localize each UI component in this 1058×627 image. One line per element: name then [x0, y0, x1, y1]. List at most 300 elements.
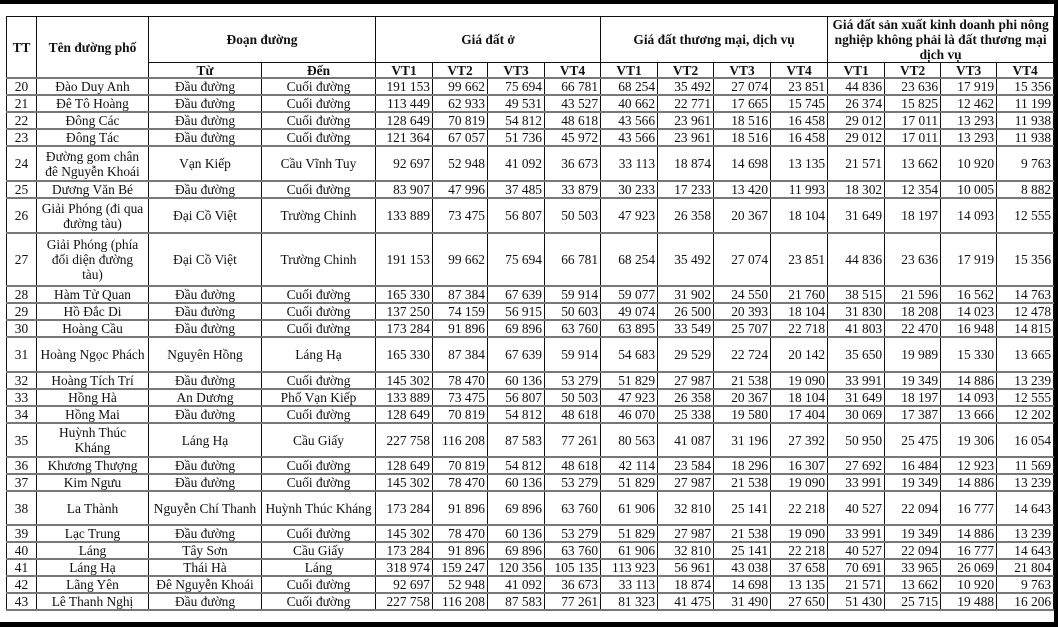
price-cell: 51 829 [601, 525, 658, 542]
price-cell: 173 284 [376, 542, 433, 559]
price-cell: 128 649 [376, 112, 433, 129]
price-cell: 318 974 [376, 559, 433, 576]
row-number: 36 [7, 457, 37, 474]
price-cell: 18 296 [714, 457, 771, 474]
price-cell: 23 851 [771, 78, 828, 95]
header-residential-price: Giá đất ở [376, 17, 601, 63]
street-name: Đê Tô Hoàng [37, 95, 149, 112]
table-row [7, 181, 1054, 198]
price-cell: 43 566 [601, 129, 658, 146]
segment-to: Cuối đường [262, 181, 376, 198]
price-cell: 17 233 [658, 181, 714, 198]
street-name: Láng [37, 542, 149, 559]
price-cell: 22 470 [885, 320, 941, 337]
row-number: 23 [7, 129, 37, 146]
price-cell: 91 896 [433, 542, 488, 559]
street-name: Đường gom chân đê Nguyễn Khoái [37, 146, 149, 181]
price-cell: 14 093 [941, 389, 997, 406]
price-cell: 19 349 [885, 474, 941, 491]
row-number: 20 [7, 78, 37, 95]
price-cell: 21 538 [714, 525, 771, 542]
header-vt: VT4 [997, 63, 1054, 79]
street-name: Huỳnh Thúc Kháng [37, 423, 149, 457]
table-row [7, 112, 1054, 129]
price-cell: 27 692 [828, 457, 885, 474]
segment-to: Cuối đường [262, 303, 376, 320]
table-row [7, 593, 1054, 610]
price-cell: 26 374 [828, 95, 885, 112]
price-cell: 33 991 [828, 525, 885, 542]
price-cell: 31 649 [828, 198, 885, 233]
price-cell: 87 583 [488, 593, 545, 610]
table-row [7, 320, 1054, 337]
price-cell: 10 920 [941, 576, 997, 593]
price-cell: 133 889 [376, 389, 433, 406]
price-cell: 23 584 [658, 457, 714, 474]
price-cell: 31 902 [658, 286, 714, 303]
price-cell: 27 650 [771, 593, 828, 610]
price-cell: 23 961 [658, 129, 714, 146]
price-cell: 26 358 [658, 198, 714, 233]
price-cell: 9 763 [997, 146, 1054, 181]
street-name: Lê Thanh Nghị [37, 593, 149, 610]
segment-to: Cuối đường [262, 95, 376, 112]
price-cell: 173 284 [376, 320, 433, 337]
price-cell: 105 135 [545, 559, 601, 576]
price-cell: 116 208 [433, 423, 488, 457]
price-cell: 70 691 [828, 559, 885, 576]
price-cell: 113 923 [601, 559, 658, 576]
price-cell: 50 603 [545, 303, 601, 320]
row-number: 24 [7, 146, 37, 181]
segment-to: Cuối đường [262, 129, 376, 146]
price-cell: 51 829 [601, 372, 658, 389]
price-cell: 80 563 [601, 423, 658, 457]
price-cell: 26 358 [658, 389, 714, 406]
price-cell: 14 093 [941, 198, 997, 233]
price-cell: 21 571 [828, 146, 885, 181]
price-cell: 16 458 [771, 129, 828, 146]
price-cell: 70 819 [433, 112, 488, 129]
price-cell: 41 475 [658, 593, 714, 610]
header-street-name: Tên đường phố [37, 17, 149, 79]
table-row [7, 372, 1054, 389]
street-name: Kim Ngưu [37, 474, 149, 491]
price-cell: 78 470 [433, 372, 488, 389]
price-cell: 40 662 [601, 95, 658, 112]
street-name: Giải Phóng (phía đối diện đường tàu) [37, 233, 149, 286]
price-cell: 18 874 [658, 146, 714, 181]
street-name: Hoàng Ngọc Phách [37, 337, 149, 372]
price-cell: 20 367 [714, 389, 771, 406]
price-cell: 16 054 [997, 423, 1054, 457]
price-cell: 145 302 [376, 372, 433, 389]
price-cell: 44 836 [828, 78, 885, 95]
price-cell: 21 596 [885, 286, 941, 303]
price-cell: 33 549 [658, 320, 714, 337]
price-cell: 13 135 [771, 146, 828, 181]
price-cell: 13 662 [885, 146, 941, 181]
price-cell: 13 239 [997, 372, 1054, 389]
segment-from: Láng Hạ [149, 423, 262, 457]
price-cell: 25 141 [714, 542, 771, 559]
segment-to: Cuối đường [262, 576, 376, 593]
segment-from: Đầu đường [149, 95, 262, 112]
segment-from: Đại Cồ Việt [149, 233, 262, 286]
price-cell: 18 197 [885, 198, 941, 233]
price-cell: 25 707 [714, 320, 771, 337]
price-cell: 12 202 [997, 406, 1054, 423]
price-cell: 69 896 [488, 320, 545, 337]
segment-to: Cầu Vĩnh Tuy [262, 146, 376, 181]
price-cell: 12 354 [885, 181, 941, 198]
price-cell: 51 736 [488, 129, 545, 146]
price-cell: 13 665 [997, 337, 1054, 372]
price-cell: 60 136 [488, 372, 545, 389]
price-cell: 18 302 [828, 181, 885, 198]
price-cell: 30 233 [601, 181, 658, 198]
price-cell: 35 650 [828, 337, 885, 372]
price-cell: 41 087 [658, 423, 714, 457]
row-number: 38 [7, 491, 37, 525]
price-cell: 16 307 [771, 457, 828, 474]
price-cell: 22 094 [885, 491, 941, 525]
price-cell: 27 987 [658, 372, 714, 389]
table-row [7, 78, 1054, 95]
table-row [7, 389, 1054, 406]
price-cell: 29 012 [828, 112, 885, 129]
price-cell: 12 478 [997, 303, 1054, 320]
row-number: 35 [7, 423, 37, 457]
price-cell: 27 074 [714, 78, 771, 95]
price-cell: 19 580 [714, 406, 771, 423]
price-cell: 15 825 [885, 95, 941, 112]
price-cell: 165 330 [376, 337, 433, 372]
price-cell: 17 919 [941, 233, 997, 286]
price-cell: 87 583 [488, 423, 545, 457]
row-number: 39 [7, 525, 37, 542]
price-cell: 46 070 [601, 406, 658, 423]
price-cell: 43 527 [545, 95, 601, 112]
price-cell: 75 694 [488, 78, 545, 95]
price-cell: 56 915 [488, 303, 545, 320]
price-cell: 27 392 [771, 423, 828, 457]
street-name: La Thành [37, 491, 149, 525]
price-cell: 27 987 [658, 474, 714, 491]
price-cell: 33 991 [828, 372, 885, 389]
price-cell: 41 092 [488, 146, 545, 181]
price-cell: 19 306 [941, 423, 997, 457]
price-cell: 13 420 [714, 181, 771, 198]
price-cell: 47 923 [601, 389, 658, 406]
price-cell: 43 038 [714, 559, 771, 576]
price-cell: 59 077 [601, 286, 658, 303]
price-cell: 133 889 [376, 198, 433, 233]
price-cell: 22 218 [771, 491, 828, 525]
price-cell: 120 356 [488, 559, 545, 576]
table-row [7, 474, 1054, 491]
price-cell: 16 206 [997, 593, 1054, 610]
price-cell: 8 882 [997, 181, 1054, 198]
table-row [7, 542, 1054, 559]
price-cell: 19 349 [885, 525, 941, 542]
price-cell: 32 810 [658, 542, 714, 559]
price-cell: 10 005 [941, 181, 997, 198]
table-row [7, 198, 1054, 233]
header-vt: VT3 [941, 63, 997, 79]
price-cell: 14 643 [997, 491, 1054, 525]
price-cell: 31 649 [828, 389, 885, 406]
street-name: Đông Tác [37, 129, 149, 146]
header-tt: TT [7, 17, 37, 79]
price-cell: 50 503 [545, 198, 601, 233]
price-cell: 54 683 [601, 337, 658, 372]
price-cell: 67 057 [433, 129, 488, 146]
street-name: Hoàng Tích Trí [37, 372, 149, 389]
segment-to: Phố Vạn Kiếp [262, 389, 376, 406]
price-cell: 40 527 [828, 491, 885, 525]
price-cell: 66 781 [545, 78, 601, 95]
segment-from: Đại Cồ Việt [149, 198, 262, 233]
price-cell: 15 356 [997, 233, 1054, 286]
price-cell: 61 906 [601, 491, 658, 525]
price-cell: 74 159 [433, 303, 488, 320]
price-cell: 66 781 [545, 233, 601, 286]
street-name: Hồ Đắc Di [37, 303, 149, 320]
table-row [7, 491, 1054, 525]
segment-to: Cuối đường [262, 406, 376, 423]
price-cell: 113 449 [376, 95, 433, 112]
segment-to: Cuối đường [262, 457, 376, 474]
price-cell: 12 555 [997, 389, 1054, 406]
price-cell: 20 142 [771, 337, 828, 372]
street-name: Hồng Hà [37, 389, 149, 406]
price-cell: 14 886 [941, 372, 997, 389]
price-cell: 15 330 [941, 337, 997, 372]
price-cell: 67 639 [488, 337, 545, 372]
price-cell: 77 261 [545, 593, 601, 610]
street-name: Đông Các [37, 112, 149, 129]
price-cell: 18 208 [885, 303, 941, 320]
price-cell: 69 896 [488, 491, 545, 525]
street-name: Dương Văn Bé [37, 181, 149, 198]
price-cell: 20 393 [714, 303, 771, 320]
segment-from: Thái Hà [149, 559, 262, 576]
row-number: 33 [7, 389, 37, 406]
price-cell: 31 196 [714, 423, 771, 457]
price-cell: 37 658 [771, 559, 828, 576]
price-cell: 18 197 [885, 389, 941, 406]
row-number: 40 [7, 542, 37, 559]
price-cell: 56 807 [488, 198, 545, 233]
price-cell: 13 662 [885, 576, 941, 593]
segment-to: Láng Hạ [262, 337, 376, 372]
price-cell: 49 074 [601, 303, 658, 320]
segment-from: Nguyên Hồng [149, 337, 262, 372]
price-cell: 33 113 [601, 146, 658, 181]
price-cell: 165 330 [376, 286, 433, 303]
price-cell: 14 643 [997, 542, 1054, 559]
table-row [7, 525, 1054, 542]
price-cell: 17 919 [941, 78, 997, 95]
table-row [7, 129, 1054, 146]
table-row [7, 95, 1054, 112]
row-number: 27 [7, 233, 37, 286]
price-cell: 19 090 [771, 372, 828, 389]
price-cell: 56 961 [658, 559, 714, 576]
price-cell: 59 914 [545, 337, 601, 372]
land-price-table [6, 16, 1054, 611]
price-cell: 50 950 [828, 423, 885, 457]
price-cell: 92 697 [376, 146, 433, 181]
price-cell: 23 851 [771, 233, 828, 286]
segment-to: Cuối đường [262, 525, 376, 542]
table-row [7, 303, 1054, 320]
price-cell: 99 662 [433, 233, 488, 286]
price-cell: 16 777 [941, 542, 997, 559]
price-cell: 11 569 [997, 457, 1054, 474]
price-cell: 53 279 [545, 474, 601, 491]
price-cell: 33 991 [828, 474, 885, 491]
segment-from: Đầu đường [149, 406, 262, 423]
price-cell: 50 503 [545, 389, 601, 406]
row-number: 41 [7, 559, 37, 576]
price-cell: 26 069 [941, 559, 997, 576]
price-cell: 13 239 [997, 474, 1054, 491]
row-number: 43 [7, 593, 37, 610]
price-cell: 43 566 [601, 112, 658, 129]
segment-from: Đầu đường [149, 78, 262, 95]
segment-to: Huỳnh Thúc Kháng [262, 491, 376, 525]
row-number: 22 [7, 112, 37, 129]
price-cell: 91 896 [433, 320, 488, 337]
segment-from: Đầu đường [149, 320, 262, 337]
price-cell: 68 254 [601, 233, 658, 286]
table-row [7, 406, 1054, 423]
segment-to: Cầu Giấy [262, 542, 376, 559]
price-cell: 23 636 [885, 233, 941, 286]
price-cell: 53 279 [545, 372, 601, 389]
price-cell: 19 090 [771, 474, 828, 491]
segment-from: Vạn Kiếp [149, 146, 262, 181]
price-cell: 33 879 [545, 181, 601, 198]
price-cell: 13 293 [941, 112, 997, 129]
price-cell: 21 538 [714, 474, 771, 491]
table-row [7, 457, 1054, 474]
document-page [0, 4, 1054, 622]
header-vt: VT4 [545, 63, 601, 79]
price-cell: 19 090 [771, 525, 828, 542]
price-cell: 13 239 [997, 525, 1054, 542]
price-cell: 36 673 [545, 576, 601, 593]
header-commercial-price: Giá đất thương mại, dịch vụ [601, 17, 828, 63]
price-cell: 48 618 [545, 406, 601, 423]
price-cell: 116 208 [433, 593, 488, 610]
segment-from: Đầu đường [149, 129, 262, 146]
table-row [7, 559, 1054, 576]
price-cell: 78 470 [433, 525, 488, 542]
price-cell: 48 618 [545, 457, 601, 474]
price-cell: 73 475 [433, 389, 488, 406]
price-cell: 145 302 [376, 525, 433, 542]
price-cell: 99 662 [433, 78, 488, 95]
price-cell: 52 948 [433, 146, 488, 181]
row-number: 31 [7, 337, 37, 372]
price-cell: 18 104 [771, 303, 828, 320]
price-cell: 75 694 [488, 233, 545, 286]
table-row [7, 576, 1054, 593]
segment-from: Đầu đường [149, 474, 262, 491]
price-cell: 44 836 [828, 233, 885, 286]
price-cell: 63 895 [601, 320, 658, 337]
row-number: 25 [7, 181, 37, 198]
price-cell: 25 338 [658, 406, 714, 423]
price-cell: 47 923 [601, 198, 658, 233]
price-cell: 22 771 [658, 95, 714, 112]
price-cell: 22 094 [885, 542, 941, 559]
price-cell: 17 011 [885, 112, 941, 129]
price-cell: 14 698 [714, 576, 771, 593]
street-name: Hoàng Cầu [37, 320, 149, 337]
price-cell: 19 349 [885, 372, 941, 389]
price-cell: 30 069 [828, 406, 885, 423]
segment-from: Đầu đường [149, 286, 262, 303]
row-number: 29 [7, 303, 37, 320]
price-cell: 27 074 [714, 233, 771, 286]
table-row [7, 233, 1054, 286]
street-name: Láng Hạ [37, 559, 149, 576]
price-cell: 56 807 [488, 389, 545, 406]
segment-from: Nguyễn Chí Thanh [149, 491, 262, 525]
price-cell: 37 485 [488, 181, 545, 198]
price-cell: 41 803 [828, 320, 885, 337]
price-cell: 11 938 [997, 129, 1054, 146]
header-vt: VT4 [771, 63, 828, 79]
price-cell: 91 896 [433, 491, 488, 525]
price-cell: 48 618 [545, 112, 601, 129]
price-cell: 23 961 [658, 112, 714, 129]
price-cell: 128 649 [376, 406, 433, 423]
segment-to: Láng [262, 559, 376, 576]
price-cell: 173 284 [376, 491, 433, 525]
price-cell: 41 092 [488, 576, 545, 593]
price-cell: 128 649 [376, 457, 433, 474]
price-cell: 19 488 [941, 593, 997, 610]
price-cell: 12 555 [997, 198, 1054, 233]
price-cell: 60 136 [488, 474, 545, 491]
price-cell: 31 830 [828, 303, 885, 320]
price-cell: 18 104 [771, 389, 828, 406]
street-name: Lãng Yên [37, 576, 149, 593]
street-name: Hồng Mai [37, 406, 149, 423]
street-name: Hàm Tử Quan [37, 286, 149, 303]
header-vt: VT3 [714, 63, 771, 79]
price-cell: 25 475 [885, 423, 941, 457]
header-vt: VT1 [601, 63, 658, 79]
price-cell: 18 104 [771, 198, 828, 233]
price-cell: 60 136 [488, 525, 545, 542]
price-cell: 23 636 [885, 78, 941, 95]
price-cell: 11 938 [997, 112, 1054, 129]
table-row [7, 146, 1054, 181]
price-cell: 22 718 [771, 320, 828, 337]
header-vt: VT1 [376, 63, 433, 79]
price-cell: 24 550 [714, 286, 771, 303]
price-cell: 12 462 [941, 95, 997, 112]
price-cell: 16 777 [941, 491, 997, 525]
header-vt: VT1 [828, 63, 885, 79]
price-cell: 17 404 [771, 406, 828, 423]
